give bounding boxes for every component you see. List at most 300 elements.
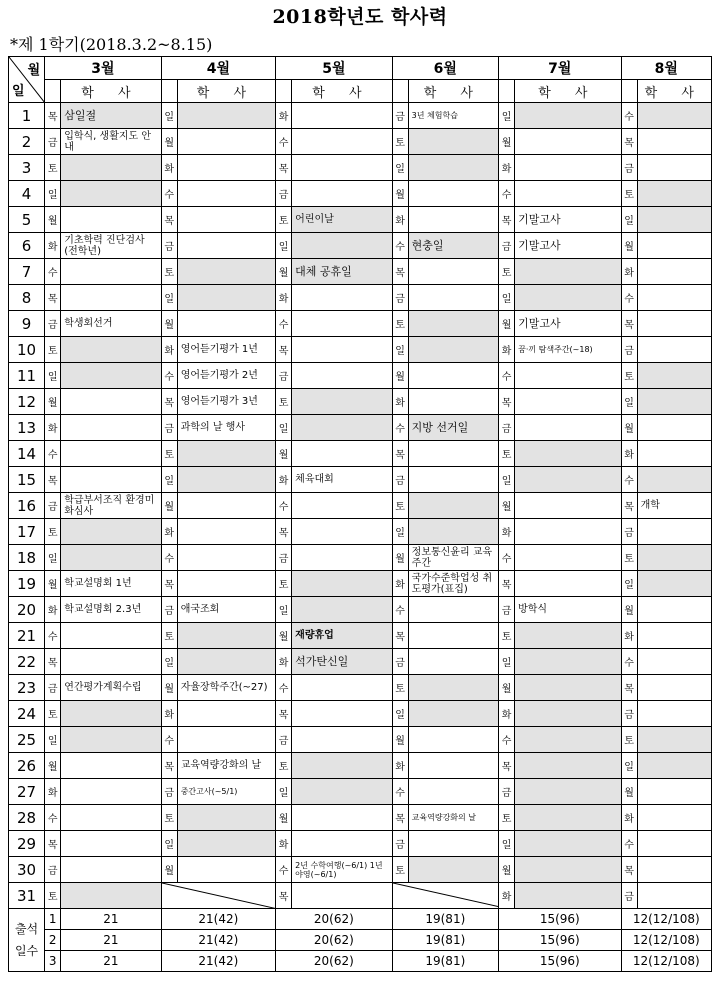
weekday-cell: 토: [621, 545, 637, 571]
schedule-cell: [637, 363, 711, 389]
weekday-cell: 수: [621, 649, 637, 675]
schedule-cell: 애국조회: [177, 597, 275, 623]
schedule-cell: [292, 389, 392, 415]
weekday-cell: 월: [499, 857, 515, 883]
nonexistent-date-cell: [161, 883, 275, 909]
day-number: 14: [9, 441, 45, 467]
weekday-cell: 토: [392, 493, 408, 519]
weekday-cell: 화: [276, 831, 292, 857]
schedule-cell: [177, 805, 275, 831]
month-header: 8월: [621, 57, 711, 80]
day-row: [9, 727, 712, 753]
day-number: 30: [9, 857, 45, 883]
day-row: [9, 831, 712, 857]
schedule-cell: [177, 727, 275, 753]
schedule-cell: [61, 831, 161, 857]
page-title: 2018학년도 학사력: [272, 6, 448, 28]
weekday-cell: 화: [621, 259, 637, 285]
weekday-cell: 목: [621, 857, 637, 883]
weekday-cell: 목: [621, 675, 637, 701]
schedule-cell: [61, 441, 161, 467]
schedule-cell: [292, 597, 392, 623]
schedule-cell: [177, 181, 275, 207]
schedule-cell: 학급부서조직 환경미화심사: [61, 493, 161, 519]
schedule-cell: [408, 701, 498, 727]
schedule-cell: [515, 155, 621, 181]
schedule-cell: [637, 441, 711, 467]
weekday-cell: 일: [276, 779, 292, 805]
schedule-cell: [61, 467, 161, 493]
schedule-col-header: 학 사: [61, 80, 161, 103]
attendance-row: [9, 951, 712, 972]
schedule-cell: [177, 493, 275, 519]
weekday-cell: 화: [276, 103, 292, 129]
day-number: 18: [9, 545, 45, 571]
day-row: [9, 675, 712, 701]
schedule-cell: [61, 207, 161, 233]
month-header: 6월: [392, 57, 498, 80]
schedule-cell: [61, 805, 161, 831]
weekday-cell: 목: [161, 207, 177, 233]
weekday-cell: 월: [161, 857, 177, 883]
corner-day-label: 일: [12, 84, 25, 99]
weekday-cell: 월: [276, 623, 292, 649]
weekday-cell: 목: [276, 337, 292, 363]
schedule-cell: [292, 701, 392, 727]
weekday-cell: 수: [276, 129, 292, 155]
weekday-cell: 목: [392, 441, 408, 467]
weekday-cell: 월: [621, 779, 637, 805]
schedule-cell: [637, 207, 711, 233]
schedule-cell: [408, 779, 498, 805]
weekday-cell: 일: [499, 285, 515, 311]
schedule-cell: [637, 623, 711, 649]
weekday-cell: 수: [276, 493, 292, 519]
weekday-cell: 수: [276, 857, 292, 883]
day-number: 10: [9, 337, 45, 363]
weekday-cell: 금: [392, 467, 408, 493]
weekday-cell: 목: [161, 571, 177, 597]
month-header: 7월: [499, 57, 622, 80]
weekday-cell: 일: [499, 467, 515, 493]
schedule-cell: [61, 389, 161, 415]
schedule-cell: [515, 129, 621, 155]
weekday-cell: 수: [499, 545, 515, 571]
day-number: 16: [9, 493, 45, 519]
weekday-cell: 목: [276, 701, 292, 727]
attendance-value: 21(42): [161, 930, 275, 951]
day-number: 13: [9, 415, 45, 441]
weekday-cell: 월: [392, 181, 408, 207]
weekday-cell: 월: [45, 207, 61, 233]
schedule-cell: [515, 857, 621, 883]
weekday-cell: 목: [45, 649, 61, 675]
schedule-cell: [61, 363, 161, 389]
attendance-row: [9, 909, 712, 930]
attendance-value: 12(12/108): [621, 909, 711, 930]
schedule-cell: [408, 441, 498, 467]
attendance-value: 21: [61, 951, 161, 972]
schedule-cell: [292, 155, 392, 181]
schedule-cell: 과학의 날 행사: [177, 415, 275, 441]
day-number: 2: [9, 129, 45, 155]
schedule-cell: [61, 259, 161, 285]
weekday-cell: 수: [45, 623, 61, 649]
weekday-cell: 화: [161, 155, 177, 181]
day-number: 29: [9, 831, 45, 857]
day-row: [9, 103, 712, 129]
weekday-cell: 금: [276, 181, 292, 207]
weekday-cell: 수: [392, 779, 408, 805]
weekday-cell: 일: [621, 571, 637, 597]
schedule-cell: [177, 467, 275, 493]
day-number: 24: [9, 701, 45, 727]
schedule-cell: [292, 493, 392, 519]
weekday-cell: 화: [276, 285, 292, 311]
attendance-row: [9, 930, 712, 951]
schedule-cell: [61, 701, 161, 727]
weekday-cell: 일: [45, 363, 61, 389]
schedule-cell: 영어듣기평가 3년: [177, 389, 275, 415]
schedule-cell: [408, 155, 498, 181]
weekday-cell: 목: [276, 155, 292, 181]
attendance-value: 19(81): [392, 930, 498, 951]
weekday-cell: 금: [276, 727, 292, 753]
weekday-cell: 월: [499, 675, 515, 701]
weekday-cell: 금: [392, 831, 408, 857]
schedule-cell: 기말고사: [515, 207, 621, 233]
day-row: [9, 155, 712, 181]
weekday-cell: 금: [499, 597, 515, 623]
schedule-cell: [177, 857, 275, 883]
weekday-cell: 토: [161, 623, 177, 649]
day-row: [9, 597, 712, 623]
weekday-cell: 화: [45, 779, 61, 805]
weekday-cell: 화: [621, 441, 637, 467]
weekday-cell: 수: [392, 597, 408, 623]
weekday-cell: 일: [499, 831, 515, 857]
schedule-cell: [292, 181, 392, 207]
weekday-cell: 목: [45, 831, 61, 857]
attendance-value: 19(81): [392, 951, 498, 972]
weekday-cell: 토: [392, 675, 408, 701]
schedule-cell: [637, 467, 711, 493]
weekday-cell: 월: [499, 493, 515, 519]
weekday-cell: 수: [45, 441, 61, 467]
weekday-col-header: [392, 80, 408, 103]
schedule-cell: [61, 623, 161, 649]
weekday-cell: 목: [45, 467, 61, 493]
day-row: [9, 389, 712, 415]
schedule-cell: 지방 선거일: [408, 415, 498, 441]
schedule-cell: [515, 779, 621, 805]
schedule-cell: [177, 441, 275, 467]
schedule-cell: [637, 753, 711, 779]
weekday-cell: 일: [45, 181, 61, 207]
weekday-cell: 화: [392, 207, 408, 233]
schedule-cell: [637, 415, 711, 441]
weekday-cell: 일: [276, 233, 292, 259]
schedule-cell: [292, 337, 392, 363]
weekday-cell: 금: [392, 649, 408, 675]
weekday-cell: 월: [392, 727, 408, 753]
weekday-cell: 금: [161, 415, 177, 441]
schedule-cell: 자율장학주간(~27): [177, 675, 275, 701]
attendance-value: 21: [61, 930, 161, 951]
attendance-value: 21(42): [161, 951, 275, 972]
schedule-cell: [61, 181, 161, 207]
weekday-cell: 화: [621, 623, 637, 649]
weekday-cell: 토: [45, 155, 61, 181]
day-row: [9, 571, 712, 597]
attendance-value: 20(62): [276, 951, 392, 972]
weekday-cell: 수: [45, 805, 61, 831]
weekday-cell: 일: [392, 155, 408, 181]
weekday-cell: 목: [45, 285, 61, 311]
weekday-cell: 일: [621, 753, 637, 779]
attendance-value: 19(81): [392, 909, 498, 930]
weekday-cell: 금: [45, 493, 61, 519]
attendance-value: 15(96): [499, 951, 622, 972]
schedule-cell: 기말고사: [515, 311, 621, 337]
schedule-cell: [177, 129, 275, 155]
weekday-cell: 일: [621, 207, 637, 233]
grade-number: 3: [45, 951, 61, 972]
schedule-cell: [177, 519, 275, 545]
schedule-cell: [515, 753, 621, 779]
weekday-cell: 토: [45, 701, 61, 727]
schedule-cell: [61, 285, 161, 311]
weekday-cell: 월: [621, 233, 637, 259]
weekday-cell: 토: [45, 883, 61, 909]
schedule-cell: 꿈·끼 탐색주간(~18): [515, 337, 621, 363]
schedule-cell: [292, 285, 392, 311]
weekday-cell: 수: [276, 311, 292, 337]
schedule-cell: [408, 649, 498, 675]
day-row: [9, 753, 712, 779]
weekday-cell: 수: [161, 181, 177, 207]
day-number: 27: [9, 779, 45, 805]
schedule-cell: [61, 337, 161, 363]
day-number: 9: [9, 311, 45, 337]
schedule-cell: [515, 883, 621, 909]
weekday-cell: 화: [499, 519, 515, 545]
schedule-cell: [637, 805, 711, 831]
schedule-cell: [61, 727, 161, 753]
weekday-cell: 수: [621, 285, 637, 311]
attendance-value: 15(96): [499, 909, 622, 930]
day-number: 11: [9, 363, 45, 389]
schedule-cell: [637, 129, 711, 155]
month-header-row: [9, 57, 712, 80]
weekday-cell: 월: [161, 675, 177, 701]
day-row: [9, 311, 712, 337]
schedule-cell: [177, 311, 275, 337]
day-row: [9, 233, 712, 259]
column-subheader-row: [9, 80, 712, 103]
schedule-cell: [408, 129, 498, 155]
schedule-cell: [408, 857, 498, 883]
weekday-cell: 화: [45, 415, 61, 441]
weekday-cell: 월: [161, 129, 177, 155]
weekday-cell: 토: [621, 727, 637, 753]
weekday-cell: 수: [392, 415, 408, 441]
diagonal-strike: [393, 883, 499, 909]
schedule-cell: [637, 103, 711, 129]
weekday-cell: 토: [276, 207, 292, 233]
weekday-cell: 목: [499, 571, 515, 597]
schedule-cell: [292, 571, 392, 597]
weekday-col-header: [161, 80, 177, 103]
weekday-cell: 목: [392, 623, 408, 649]
schedule-cell: 정보통신윤리 교육주간: [408, 545, 498, 571]
schedule-cell: [408, 623, 498, 649]
weekday-cell: 금: [499, 415, 515, 441]
attendance-value: 12(12/108): [621, 930, 711, 951]
schedule-cell: [408, 259, 498, 285]
weekday-cell: 화: [392, 753, 408, 779]
weekday-cell: 수: [45, 259, 61, 285]
schedule-cell: [637, 311, 711, 337]
day-row: [9, 493, 712, 519]
weekday-cell: 일: [161, 467, 177, 493]
schedule-cell: [515, 389, 621, 415]
weekday-cell: 화: [392, 571, 408, 597]
schedule-cell: [515, 493, 621, 519]
weekday-cell: 금: [499, 233, 515, 259]
schedule-cell: [292, 311, 392, 337]
day-row: [9, 181, 712, 207]
schedule-cell: [292, 779, 392, 805]
attendance-value: 12(12/108): [621, 951, 711, 972]
attendance-value: 20(62): [276, 930, 392, 951]
weekday-cell: 화: [499, 883, 515, 909]
schedule-cell: [515, 675, 621, 701]
weekday-cell: 일: [499, 649, 515, 675]
weekday-cell: 금: [276, 545, 292, 571]
schedule-cell: [61, 415, 161, 441]
weekday-cell: 목: [161, 389, 177, 415]
schedule-cell: 중간고사(~5/1): [177, 779, 275, 805]
weekday-cell: 금: [45, 857, 61, 883]
schedule-cell: [408, 207, 498, 233]
weekday-cell: 금: [621, 519, 637, 545]
weekday-cell: 월: [45, 753, 61, 779]
weekday-cell: 일: [161, 103, 177, 129]
weekday-cell: 토: [499, 441, 515, 467]
calendar-body: [9, 103, 712, 909]
weekday-cell: 수: [392, 233, 408, 259]
day-row: [9, 545, 712, 571]
schedule-cell: 영어듣기평가 2년: [177, 363, 275, 389]
schedule-cell: [292, 103, 392, 129]
day-row: [9, 467, 712, 493]
weekday-cell: 토: [276, 753, 292, 779]
schedule-cell: [61, 649, 161, 675]
weekday-cell: 수: [621, 103, 637, 129]
schedule-cell: [177, 623, 275, 649]
day-number: 8: [9, 285, 45, 311]
weekday-cell: 일: [276, 597, 292, 623]
weekday-cell: 일: [499, 103, 515, 129]
schedule-cell: [177, 155, 275, 181]
schedule-cell: [515, 285, 621, 311]
weekday-cell: 토: [392, 857, 408, 883]
schedule-cell: [292, 675, 392, 701]
weekday-cell: 수: [499, 363, 515, 389]
weekday-cell: 목: [392, 805, 408, 831]
schedule-cell: [177, 701, 275, 727]
weekday-cell: 금: [161, 233, 177, 259]
schedule-cell: 개학: [637, 493, 711, 519]
weekday-cell: 월: [621, 597, 637, 623]
schedule-cell: [637, 181, 711, 207]
day-number: 31: [9, 883, 45, 909]
schedule-cell: [408, 493, 498, 519]
schedule-cell: [637, 701, 711, 727]
schedule-cell: [292, 129, 392, 155]
day-row: [9, 649, 712, 675]
day-row: [9, 805, 712, 831]
day-row: [9, 337, 712, 363]
day-row: [9, 259, 712, 285]
schedule-col-header: 학 사: [177, 80, 275, 103]
weekday-cell: 목: [276, 883, 292, 909]
weekday-cell: 화: [45, 597, 61, 623]
weekday-cell: 화: [392, 389, 408, 415]
weekday-cell: 목: [392, 259, 408, 285]
schedule-cell: [177, 545, 275, 571]
schedule-col-header: 학 사: [637, 80, 711, 103]
weekday-cell: 수: [499, 181, 515, 207]
weekday-cell: 월: [276, 441, 292, 467]
schedule-cell: 학생회선거: [61, 311, 161, 337]
weekday-cell: 수: [161, 363, 177, 389]
schedule-cell: 3년 체험학습: [408, 103, 498, 129]
weekday-cell: 목: [45, 103, 61, 129]
schedule-cell: [515, 623, 621, 649]
weekday-cell: 월: [161, 311, 177, 337]
weekday-cell: 금: [161, 779, 177, 805]
weekday-cell: 일: [392, 701, 408, 727]
attendance-value: 21: [61, 909, 161, 930]
nonexistent-date-cell: [392, 883, 498, 909]
schedule-col-header: 학 사: [408, 80, 498, 103]
weekday-cell: 화: [161, 337, 177, 363]
day-row: [9, 363, 712, 389]
weekday-cell: 금: [161, 597, 177, 623]
weekday-col-header: [276, 80, 292, 103]
weekday-cell: 화: [161, 519, 177, 545]
weekday-cell: 금: [621, 155, 637, 181]
weekday-cell: 목: [161, 753, 177, 779]
weekday-cell: 월: [45, 389, 61, 415]
day-number: 22: [9, 649, 45, 675]
schedule-cell: [515, 103, 621, 129]
weekday-cell: 화: [499, 337, 515, 363]
schedule-cell: [292, 363, 392, 389]
schedule-cell: [292, 753, 392, 779]
schedule-cell: 입학식, 생활지도 안내: [61, 129, 161, 155]
weekday-cell: 목: [621, 129, 637, 155]
schedule-cell: 현충일: [408, 233, 498, 259]
schedule-cell: [408, 831, 498, 857]
weekday-cell: 화: [276, 467, 292, 493]
weekday-cell: 금: [45, 675, 61, 701]
weekday-cell: 토: [276, 571, 292, 597]
schedule-cell: [177, 103, 275, 129]
weekday-cell: 토: [621, 363, 637, 389]
